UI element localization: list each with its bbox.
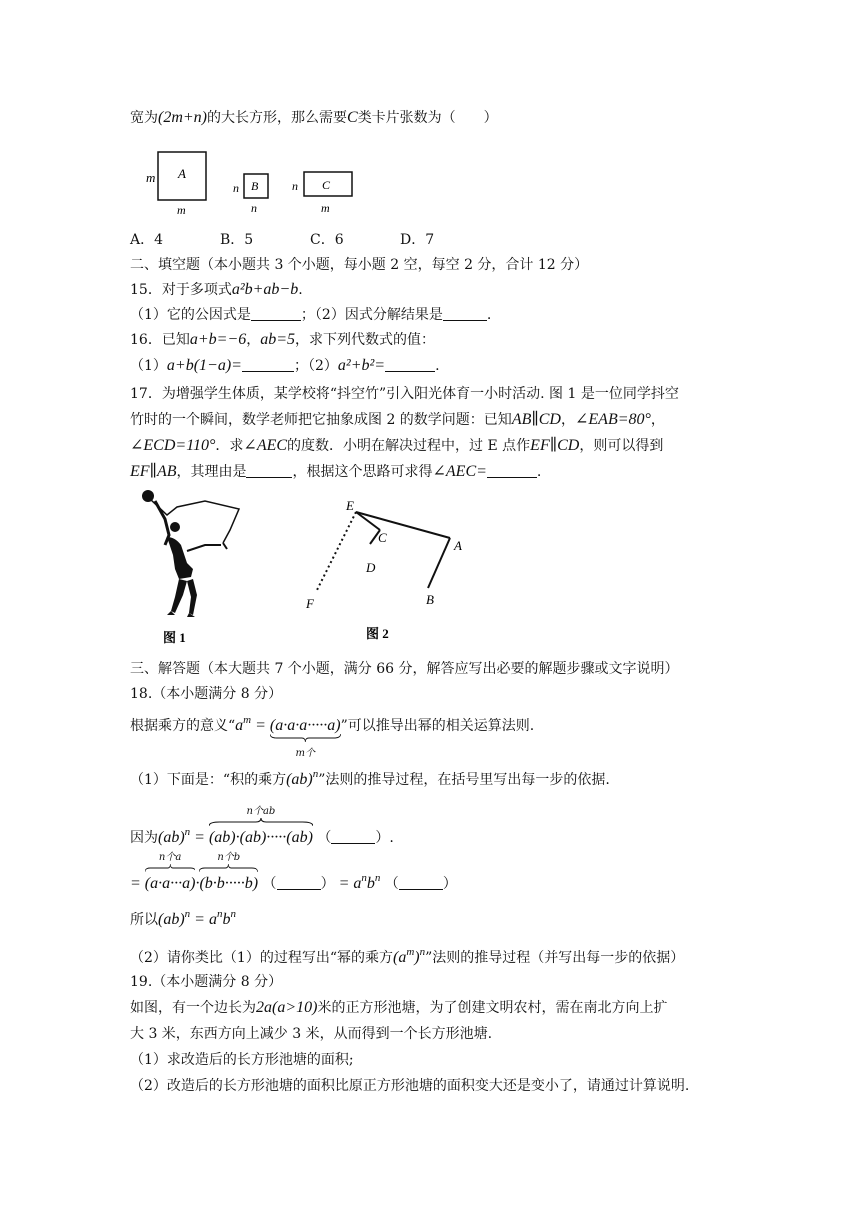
q17-blank-2[interactable] xyxy=(487,463,537,478)
card-c-bottom: m xyxy=(321,201,330,215)
q19-line-1: 如图，有一个边长为2a(a>10)米的正方形池塘，为了创建文明农村，需在南北方向上扩 xyxy=(130,999,668,1016)
card-c-name: C xyxy=(322,178,331,192)
q17-line-4: EF∥AB，其理由是 ，根据这个思路可求得∠AEC= . xyxy=(130,463,542,480)
brace-n-ab: n个ab (ab)·(ab)·····(ab) xyxy=(208,806,313,846)
card-a-bottom: m xyxy=(177,203,186,217)
q15-blank-2[interactable] xyxy=(443,306,487,321)
q19-sub-1: （1）求改造后的长方形池塘的面积; xyxy=(130,1052,354,1068)
point-f-label: F xyxy=(306,596,314,611)
section-solutions-title: 三、解答题（本大题共 7 个小题，满分 66 分，解答应写出必要的解题步骤或文字说明） xyxy=(130,661,679,677)
q17-figure-1 xyxy=(135,485,255,650)
q18-sub2: （2）请你类比（1）的过程写出“幂的乘方$(a^m)^n$”法则的推导过程（并写出每一步的依据） xyxy=(130,946,685,966)
point-c-label: C xyxy=(378,530,387,545)
q14-expr: (2m+n) xyxy=(158,109,208,126)
point-e-label: E xyxy=(346,498,354,513)
point-b-label: B xyxy=(426,592,434,607)
q18-title: 18.（本小题满分 8 分） xyxy=(130,686,283,702)
q15-subs: （1）它的公因式是 ；（2）因式分解结果是 . xyxy=(130,307,492,323)
q16-blank-1[interactable] xyxy=(242,357,294,372)
q17-line-1: 17．为增强学生体质，某学校将“抖空竹”引入阳光体育一小时活动. 图 1 是一位同学抖空 xyxy=(130,386,679,402)
q19-sub-2: （2）改造后的长方形池塘的面积比原正方形池塘的面积变大还是变小了，请通过计算说明. xyxy=(130,1078,690,1094)
line-ef-dotted xyxy=(316,512,356,592)
q18-step-2: = n个a (a·a···a)· n个b (b·b·····b) （ ） = $a^nb^n$ （ ） xyxy=(130,852,457,892)
q18-reason-2[interactable] xyxy=(277,875,321,890)
q14-option-a: A．4 xyxy=(130,232,164,248)
q16-subs: （1）a+b(1−a)= ；（2）a²+b²= . xyxy=(130,357,440,374)
q17-line-3: ∠ECD=110°．求∠AEC的度数．小明在解决过程中，过 E 点作EF∥CD，则可以得到 xyxy=(130,437,664,454)
q15-expr: a²b+ab−b xyxy=(231,281,299,298)
point-a-label: A xyxy=(454,538,462,553)
q18-sub1: （1）下面是：“积的乘方(ab)$^n$”法则的推导过程，在括号里写出每一步的依据. xyxy=(130,768,610,788)
point-d-label: D xyxy=(366,560,376,575)
segment-ab xyxy=(428,538,450,588)
q18-line-1: 根据乘方的意义“$a^m = (a\cdot a\cdot a\cdot\cdot\cdot\cdot\cdot a)$ m个 ”可以推导出幂的相关运算法则. xyxy=(130,714,535,759)
q17-line-2: 竹时的一个瞬间，数学老师把它抽象成图 2 的数学问题：已知AB∥CD，∠EAB=80°， xyxy=(130,411,665,428)
figure-2-caption: 图 2 xyxy=(366,626,389,641)
q15-stem: 15．对于多项式a²b+ab−b. xyxy=(130,281,303,298)
q18-step-3: 所以$(ab)^n = a^nb^n$ xyxy=(130,908,236,928)
q14-stem: 宽为(2m+n)的大长方形，那么需要C类卡片张数为（ ） xyxy=(130,109,498,126)
segment-ea xyxy=(356,512,450,538)
q16-stem: 16．已知a+b=−6，ab=5，求下列代数式的值： xyxy=(130,331,436,348)
q15-blank-1[interactable] xyxy=(251,306,301,321)
brace-n-b: n个b (b·b·····b) xyxy=(199,852,259,892)
q18-reason-3[interactable] xyxy=(399,875,443,890)
figure-1-caption: 图 1 xyxy=(163,630,186,645)
q14-option-c: C．6 xyxy=(310,232,344,248)
q17-figure-2 xyxy=(300,492,475,647)
brace-m-factors: (a·a·a·····a) m个 xyxy=(269,717,341,759)
q14-option-d: D．7 xyxy=(400,232,435,248)
q14-options xyxy=(130,230,434,250)
q17-blank-1[interactable] xyxy=(246,463,292,478)
q18-reason-1[interactable] xyxy=(331,829,375,844)
card-c-side: n xyxy=(292,179,298,193)
card-b-bottom: n xyxy=(251,201,257,215)
card-b-name: B xyxy=(251,179,259,193)
q14-cards-figure xyxy=(140,148,370,218)
card-b-side: n xyxy=(233,181,239,195)
brace-n-a: n个a (a·a···a) xyxy=(144,852,196,892)
diabolo-player-illustration xyxy=(142,490,239,617)
q14-option-b: B．5 xyxy=(220,232,254,248)
q19-title: 19.（本小题满分 8 分） xyxy=(130,974,283,990)
q16-blank-2[interactable] xyxy=(385,357,435,372)
section-fill-in-title: 二、填空题（本小题共 3 个小题，每小题 2 空，每空 2 分，合计 12 分） xyxy=(130,257,589,273)
card-a-side: m xyxy=(146,170,156,185)
q18-step-1: 因为(ab)$^n$ = n个ab (ab)·(ab)·····(ab) （ ）. xyxy=(130,806,394,846)
q19-line-2: 大 3 米，东西方向上减少 3 米，从而得到一个长方形池塘. xyxy=(130,1026,493,1042)
card-a-name: A xyxy=(178,166,186,181)
